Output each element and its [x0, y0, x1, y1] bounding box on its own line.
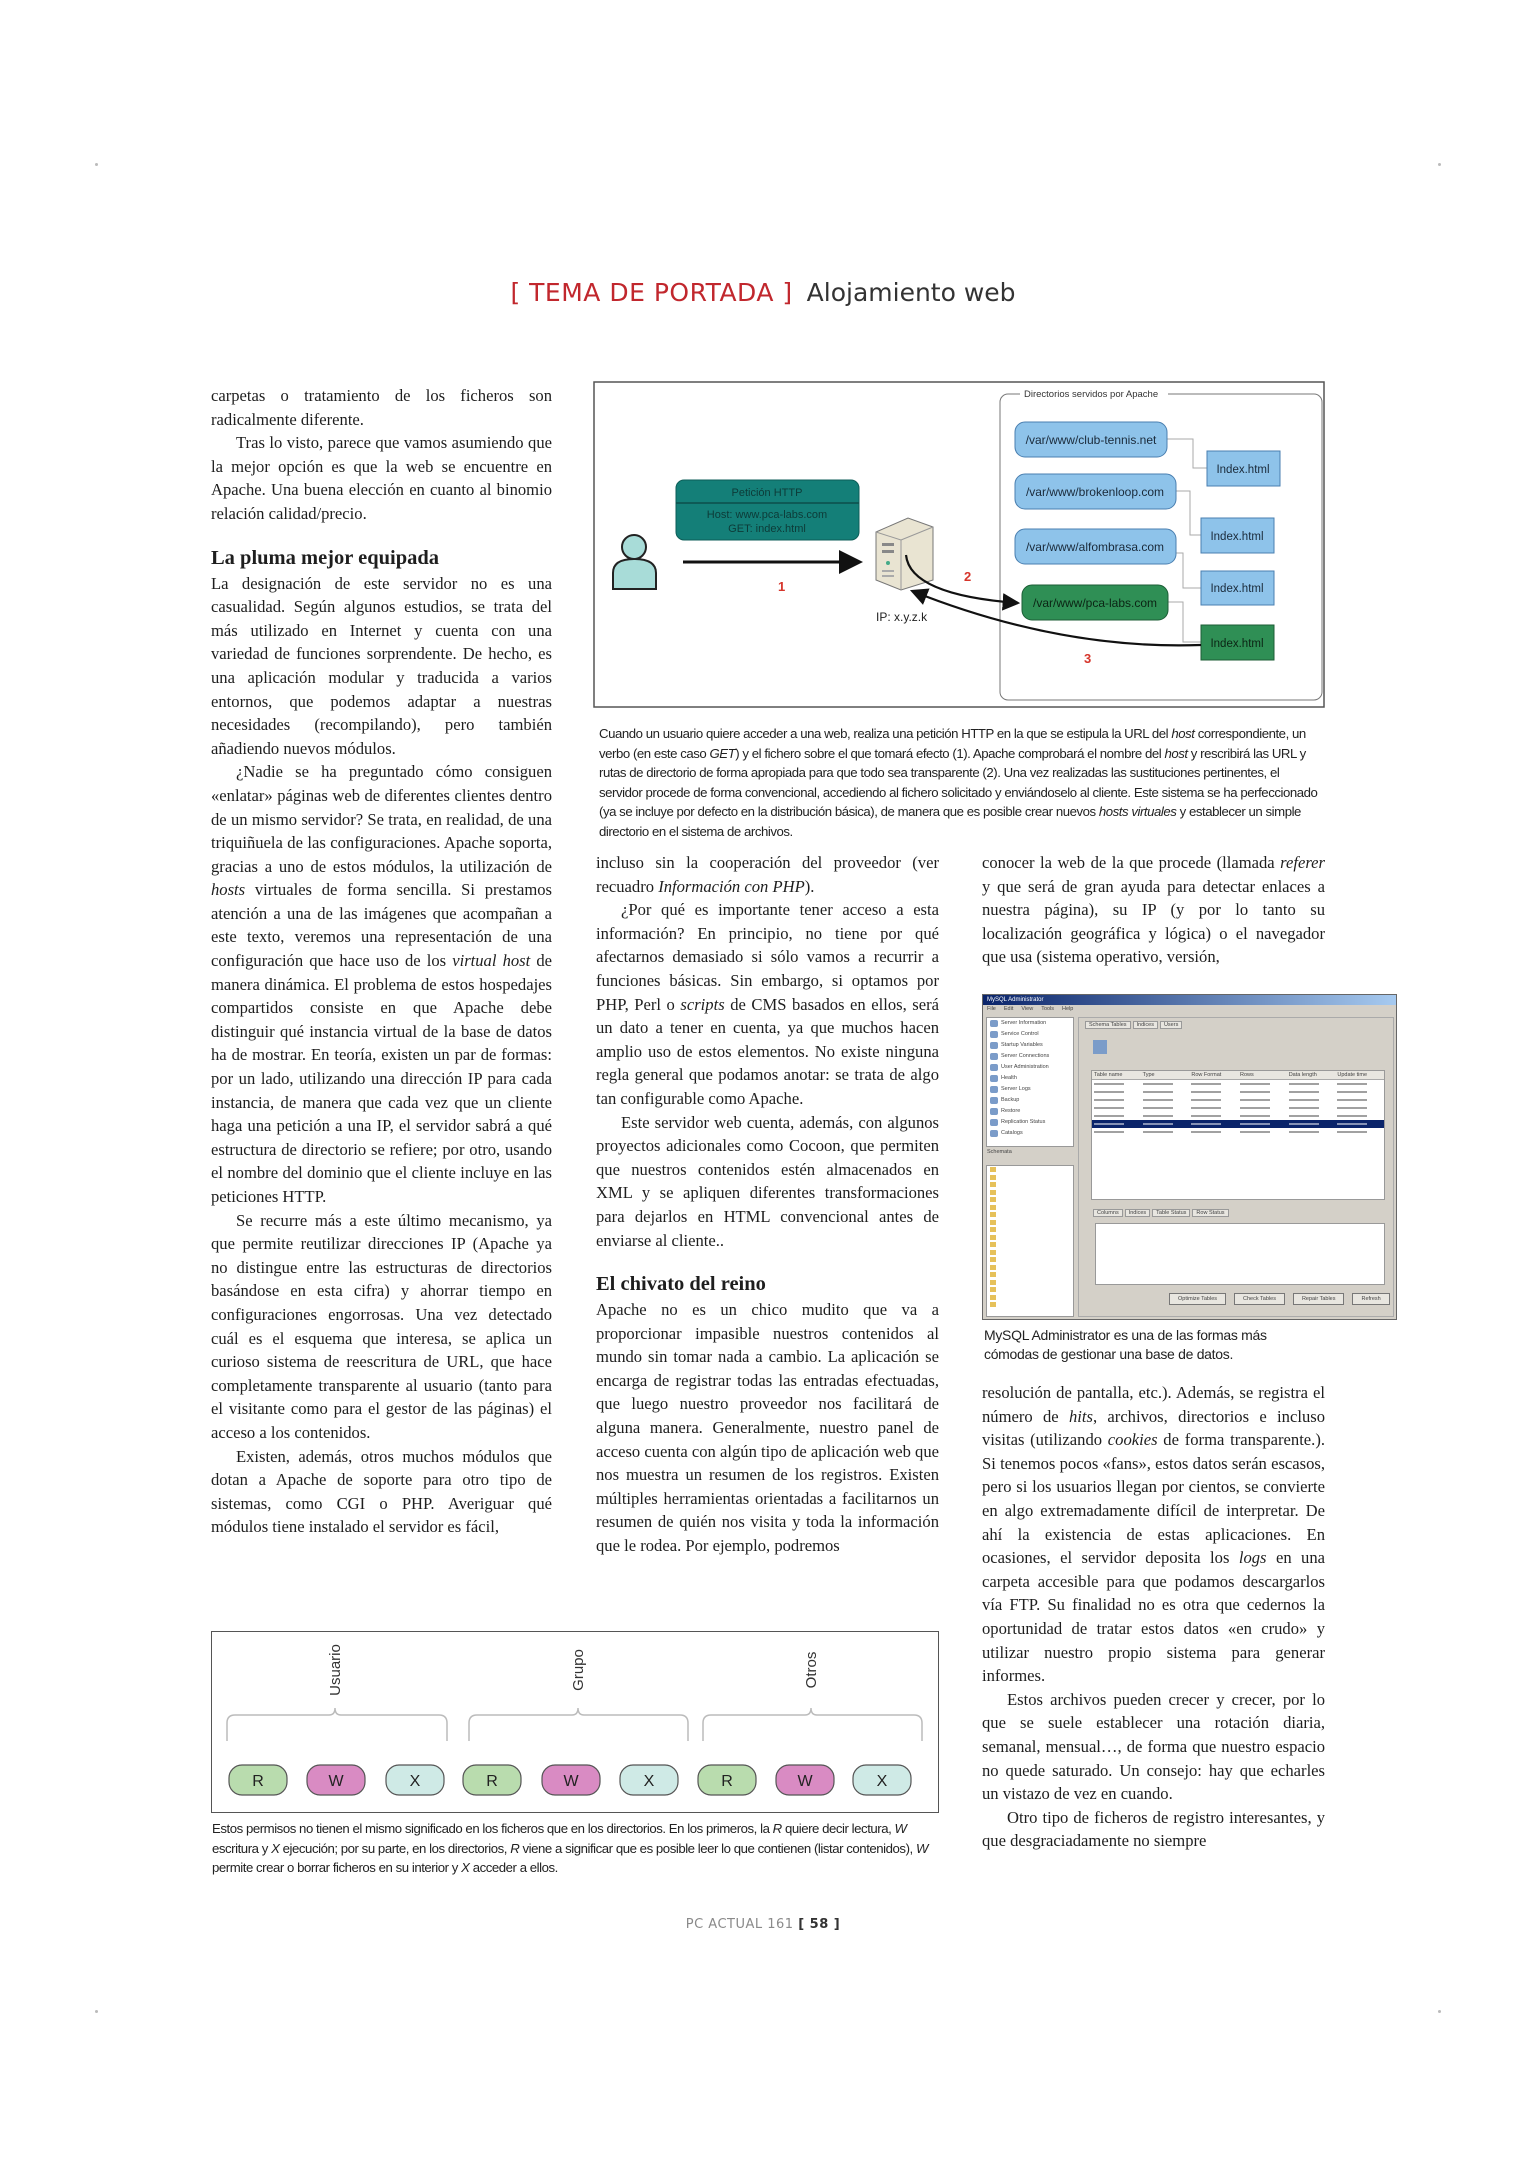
svg-text:/var/www/brokenloop.com: /var/www/brokenloop.com — [1025, 485, 1165, 499]
mysql-administrator-screenshot — [982, 994, 1397, 1320]
menu-help: Help — [1062, 1006, 1074, 1012]
left-column — [211, 384, 552, 1539]
svg-text:Index.html: Index.html — [1210, 638, 1264, 650]
index-file-3 — [1201, 571, 1274, 605]
group-brace — [227, 1708, 447, 1741]
text-run: y que será de gran ayuda para detectar enlaces a nuestra página), su IP (y por lo tanto su localización geográfica y lógica) o el navegador que usa (sistema operativo, versión, — [982, 876, 1325, 967]
text-run: Otro tipo de ficheros de registro interesantes, y que desgraciadamente no siempre — [982, 1807, 1325, 1851]
apache-diagram-caption — [599, 724, 1325, 842]
schema-item — [987, 1286, 1073, 1294]
sidebar-item: Backup — [987, 1095, 1073, 1106]
schema-item — [987, 1219, 1073, 1227]
columns-grid — [1095, 1223, 1385, 1285]
window-title: MySQL Administrator — [983, 995, 1396, 1005]
index-file-1 — [1207, 451, 1280, 486]
text-run: correspondiente, un verbo (en este caso — [599, 726, 1306, 761]
optimize-tables-button: Optimize Tables — [1169, 1293, 1226, 1305]
schema-item — [987, 1189, 1073, 1197]
section-label: [ TEMA DE PORTADA ] — [510, 278, 793, 307]
group-label-otros: Otros — [803, 1651, 820, 1689]
body-paragraph — [211, 1445, 552, 1539]
schema-item — [987, 1264, 1073, 1272]
section-topic: Alojamiento web — [806, 278, 1016, 307]
table-row — [1092, 1080, 1384, 1088]
body-paragraph — [596, 1298, 939, 1558]
check-tables-button: Check Tables — [1234, 1293, 1285, 1305]
body-paragraph — [211, 1209, 552, 1445]
sidebar-item: User Administration — [987, 1062, 1073, 1073]
schemata-label: Schemata — [987, 1149, 1012, 1155]
svg-text:GET: index.html: GET: index.html — [728, 523, 806, 535]
sidebar-item: Server Logs — [987, 1084, 1073, 1095]
italic-term: referer — [1280, 853, 1325, 872]
step-1-label: 1 — [778, 579, 786, 594]
text-run: Apache no es un chico mudito que va a proporcionar impasible nuestros contenidos al mundo sin tomar nada a cambio. La aplicación se encarga de registrar todas las entradas efectuadas, que luego nuestro proveedor nos facilitará de alguna manera. Generalmente, nuestro panel de acceso cuenta con algún tipo de aplicación web que nos muestra un resumen de los registros. Existen múltiples herramientas orientadas a facilitarnos un resumen de quién nos visita y toda la información que le rodea. Por ejemplo, podremos — [596, 1300, 939, 1556]
body-paragraph — [211, 572, 552, 761]
text-run: de forma transparente.). Si tenemos pocos «fans», estos datos serán escasos, pero si los usuarios llegan por cientos, se convierte en algo extremadamente difícil de interpretar. De ahí la existencia de estas aplicaciones. En ocasiones, el servidor deposita los — [982, 1430, 1325, 1568]
magazine-name: PC ACTUAL 161 — [685, 1917, 794, 1932]
schema-item — [987, 1249, 1073, 1257]
body-paragraph — [596, 898, 939, 1110]
permissions-caption — [212, 1819, 939, 1878]
tab-columns: Columns — [1093, 1209, 1123, 1217]
permission-label: X — [643, 1773, 655, 1790]
permission-label: R — [721, 1773, 733, 1790]
sidebar-item: Health — [987, 1073, 1073, 1084]
step-2-label: 2 — [964, 569, 972, 584]
permission-label: X — [876, 1773, 888, 1790]
sidebar — [986, 1017, 1074, 1147]
italic-term: W — [894, 1821, 907, 1836]
menu-view: View — [1021, 1006, 1034, 1012]
text-run: virtuales de forma sencilla. Si prestamos atención a una de las imágenes que acompañan a este texto, veremos una representación de una configuración que hace uso de los — [211, 880, 552, 971]
text-run: viene a significar que es posible leer lo que contienen (listar contenidos), — [519, 1840, 916, 1856]
svg-text:Index.html: Index.html — [1210, 531, 1264, 543]
text-run: permite crear o borrar ficheros en su interior y — [212, 1860, 462, 1876]
italic-term: hits — [1068, 1406, 1093, 1426]
repair-tables-button: Repair Tables — [1293, 1293, 1345, 1305]
body-paragraph — [596, 851, 939, 898]
group-label-usuario: Usuario — [327, 1644, 344, 1696]
italic-term: Información con PHP — [658, 876, 805, 896]
index-file-2 — [1201, 518, 1274, 553]
text-run: y rescribirá las URL y rutas de directorio de forma apropiada para que todo sea transparente (2). Una vez realizadas las sustituciones pertinentes, el servidor procede de forma convencional, accediendo al fichero solicitado y enviándoselo al cliente. Este sistema se ha perfeccionado (ya se incluye por defecto en la distribución básica), de manera que es posible crear nuevos — [599, 745, 1318, 820]
table-row — [1092, 1128, 1384, 1136]
text-run: Se recurre más a este último mecanismo, ya que permite reutilizar direcciones IP (Apache ya no distingue entre las estructuras de directorios basándose en esta cifra) y ahorrar tiempo en configuraciones engorrosas. Una vez detectado cuál es el esquema que interesa, se aplica un curioso sistema de reescritura de URL, que hace completamente transparente al usuario (tanto para el visitante como para el gestor de las páginas) el acceso a los contenidos. — [211, 1210, 552, 1442]
server-ip-label: IP: x.y.z.k — [876, 610, 928, 624]
menu-bar — [983, 1005, 1396, 1014]
body-paragraph — [982, 1381, 1325, 1688]
schema-item — [987, 1174, 1073, 1182]
permission-label: X — [409, 1773, 421, 1790]
tab-users: Users — [1160, 1021, 1182, 1029]
mysql-caption: MySQL Administrator es una de las formas más cómodas de gestionar una base de datos. — [984, 1327, 1267, 1362]
permission-label: R — [252, 1773, 264, 1790]
crop-mark — [1438, 163, 1441, 166]
schema-item — [987, 1234, 1073, 1242]
tab-row-status: Row Status — [1192, 1209, 1228, 1217]
sidebar-item: Service Control — [987, 1029, 1073, 1040]
schema-item — [987, 1204, 1073, 1212]
sidebar-item: Catalogs — [987, 1128, 1073, 1139]
italic-term: host — [1171, 726, 1195, 741]
permissions-diagram — [211, 1631, 939, 1813]
schema-item — [987, 1256, 1073, 1264]
schema-item — [987, 1166, 1073, 1174]
text-run: de manera dinámica. El problema de estos hospedajes compartidos consiste en que Apache debe distinguir qué instancia virtual de la base de datos ha de mostrar. En teoría, existen un par de formas: por un lado, utilizando una dirección IP para cada instancia, de manera que cada vez que un cliente haga una petición a una IP, el servidor sabrá a qué estructura de directorio se refiere; por otro, usando el nombre del dominio que el cliente incluye en las peticiones HTTP. — [211, 951, 553, 1206]
tab-table-status: Table Status — [1152, 1209, 1190, 1217]
sidebar-item: Server Information — [987, 1018, 1073, 1029]
schema-item — [987, 1196, 1073, 1204]
body-paragraph — [211, 760, 552, 1208]
schema-item — [987, 1181, 1073, 1189]
italic-term: cookies — [1107, 1430, 1158, 1450]
body-paragraph — [211, 431, 552, 525]
section-header — [0, 278, 1526, 307]
section-heading: La pluma mejor equipada — [211, 546, 440, 569]
svg-text:Index.html: Index.html — [1216, 464, 1270, 476]
schema-item — [987, 1241, 1073, 1249]
table-row — [1092, 1120, 1384, 1128]
text-run: acceder a ellos. — [469, 1860, 558, 1876]
schema-item — [987, 1271, 1073, 1279]
crop-mark — [95, 2010, 98, 2013]
crop-mark — [1438, 2010, 1441, 2013]
menu-edit: Edit — [1003, 1006, 1014, 1012]
svg-text:Host: www.pca-labs.com: Host: www.pca-labs.com — [706, 509, 828, 521]
schema-item — [987, 1301, 1073, 1309]
text-run: en una carpeta accesible para que podamos descargarlos vía FTP. Su finalidad no es otra que cedernos la oportunidad de tratar estos datos «en crudo» y utilizar nuestro propio sistema para generar informes. — [982, 1548, 1326, 1686]
svg-text:Petición HTTP: Petición HTTP — [731, 487, 803, 499]
text-run: quiere decir lectura, — [781, 1821, 895, 1836]
text-run: y establecer un simple directorio en el sistema de archivos. — [599, 804, 1301, 839]
menu-tools: Tools — [1041, 1006, 1055, 1012]
schema-list — [986, 1165, 1074, 1317]
italic-term: virtual host — [452, 951, 531, 971]
apache-vhost-diagram — [594, 382, 1325, 709]
table-row — [1092, 1088, 1384, 1096]
right-column-top — [982, 851, 1325, 969]
italic-term: R — [510, 1840, 520, 1856]
text-run: Este servidor web cuenta, además, con algunos proyectos adicionales como Cocoon, que permiten que nuestros contenidos estén almacenados en XML y se apliquen diferentes transformaciones para dejarlos en HTML convencional antes de enviarse al cliente.. — [596, 1112, 939, 1250]
italic-term: R — [772, 1821, 782, 1836]
italic-term: X — [461, 1860, 470, 1876]
text-run: ejecución; por su parte, en los directorios, — [279, 1840, 511, 1856]
body-paragraph — [982, 851, 1325, 969]
crop-mark — [95, 163, 98, 166]
section-heading: El chivato del reino — [596, 1273, 766, 1296]
text-run: ¿Por qué es importante tener acceso a esta información? En principio, no tiene por qué afectarnos demasiado si sólo vamos a recurrir a funciones básicas. Sin embargo, si optamos por PHP, Perl o — [596, 900, 939, 1014]
sidebar-item: Startup Variables — [987, 1040, 1073, 1051]
body-paragraph — [211, 384, 552, 431]
step-3-label: 3 — [1084, 651, 1092, 666]
text-run: carpetas o tratamiento de los ficheros son radicalmente diferente. — [211, 386, 552, 429]
tab-schema-tables: Schema Tables — [1085, 1021, 1131, 1029]
directory-alfombrasa — [1015, 529, 1176, 564]
text-run: Cuando un usuario quiere acceder a una web, realiza una petición HTTP en la que se estipula la URL del — [599, 726, 1172, 741]
right-column-bottom — [982, 1381, 1325, 1853]
group-label-grupo: Grupo — [570, 1649, 587, 1691]
text-run: escritura y — [212, 1840, 272, 1856]
tab-indices: Indices — [1133, 1021, 1158, 1029]
body-paragraph — [982, 1806, 1325, 1853]
permission-label: W — [328, 1773, 344, 1790]
italic-term: GET — [709, 745, 736, 761]
refresh-button: Refresh — [1352, 1293, 1389, 1305]
main-panel — [1078, 1017, 1394, 1317]
permission-label: W — [797, 1773, 813, 1790]
schema-item — [987, 1211, 1073, 1219]
text-run: de CMS basados en ellos, será un dato a tener en cuenta, ya que muchos hacen amplio uso de estos elementos. No existe ninguna regla general que podamos anotar: se trata de algo tan configurable como Apache. — [596, 994, 939, 1108]
svg-text:/var/www/club-tennis.net: /var/www/club-tennis.net — [1025, 433, 1157, 447]
svg-text:/var/www/alfombrasa.com: /var/www/alfombrasa.com — [1025, 540, 1165, 554]
directory-pca-labs — [1022, 585, 1168, 620]
text-run: conocer la web de la que procede (llamada — [982, 853, 1281, 872]
table-row — [1092, 1112, 1384, 1120]
table-row — [1092, 1096, 1384, 1104]
schema-item — [987, 1279, 1073, 1287]
permission-label: R — [486, 1773, 498, 1790]
text-run: resolución de pantalla, etc.). Además, se registra el número de — [982, 1383, 1325, 1426]
italic-term: hosts virtuales — [1098, 804, 1177, 820]
italic-term: X — [271, 1840, 280, 1856]
text-run: Estos archivos pueden crecer y crecer, por lo que se suele establecer una rotación diaria, semanal, mensual…, de forma que nuestro espacio no quede saturado. Un consejo: hay que echarles un vistazo de vez en cuando. — [982, 1689, 1325, 1804]
tables-grid: Table name Type Row Format Rows Data length Update time — [1091, 1070, 1385, 1200]
group-brace — [703, 1708, 922, 1741]
sidebar-item: Replication Status — [987, 1117, 1073, 1128]
directory-group-label: Directorios servidos por Apache — [1024, 389, 1159, 400]
table-row — [1092, 1104, 1384, 1112]
schema-icon — [1093, 1040, 1107, 1054]
text-run: ) y el fichero sobre el que tomará efecto (1). Apache comprobará el nombre del — [735, 745, 1165, 761]
text-run: Estos permisos no tienen el mismo significado en los ficheros que en los directorios. En los primeros, la — [212, 1821, 773, 1836]
page-footer — [0, 1917, 1526, 1932]
directory-brokenloop — [1015, 474, 1176, 509]
server-icon — [876, 518, 933, 590]
text-run: Tras lo visto, parece que vamos asumiendo que la mejor opción es que la web se encuentre en Apache. Una buena elección en cuanto al binomio relación calidad/precio. — [211, 433, 552, 523]
directory-club-tennis — [1015, 422, 1167, 457]
sidebar-item: Server Connections — [987, 1051, 1073, 1062]
middle-column — [596, 851, 939, 1558]
index-file-4 — [1201, 625, 1274, 660]
italic-term: host — [1164, 745, 1188, 761]
text-run: ). — [804, 876, 815, 896]
http-request-box — [676, 480, 859, 540]
italic-term: W — [915, 1840, 928, 1856]
schema-item — [987, 1294, 1073, 1302]
tab-indices: Indices — [1125, 1209, 1150, 1217]
body-paragraph — [596, 1111, 939, 1253]
text-run: Existen, además, otros muchos módulos que dotan a Apache de soporte para otro tipo de sistemas, como CGI o PHP. Averiguar qué módulos tiene instalado el servidor es fácil, — [211, 1446, 552, 1537]
schema-item — [987, 1226, 1073, 1234]
page-number: [ 58 ] — [798, 1917, 841, 1932]
svg-text:/var/www/pca-labs.com: /var/www/pca-labs.com — [1032, 596, 1158, 610]
italic-term: scripts — [680, 994, 725, 1014]
sidebar-item: Restore — [987, 1106, 1073, 1117]
italic-term: hosts — [211, 880, 246, 900]
svg-text:Index.html: Index.html — [1210, 583, 1264, 595]
body-paragraph — [982, 1688, 1325, 1806]
text-run: La designación de este servidor no es una casualidad. Según algunos estudios, se trata del más utilizado en Internet y cuenta con una variedad de funciones sorprendente. De hecho, es una aplicación modular y traducida a varios entornos, que podemos adaptar a nuestras necesidades (recompilando), pero también añadiendo nuevos módulos. — [211, 573, 552, 758]
permission-label: W — [563, 1773, 579, 1790]
text-run: , archivos, directorios e incluso visitas (utilizando — [982, 1406, 1325, 1450]
menu-file: File — [987, 1006, 996, 1012]
group-brace — [469, 1708, 688, 1741]
text-run: incluso sin la cooperación del proveedor (ver recuadro — [596, 853, 939, 896]
text-run: ¿Nadie se ha preguntado cómo consiguen «enlatar» páginas web de diferentes clientes dentro de un mismo servidor? Se trata, en realidad, de una triquiñuela de las configuraciones. Apache soporta, gracias a uno de estos módulos, la utilización de — [211, 762, 552, 876]
italic-term: logs — [1238, 1548, 1267, 1568]
